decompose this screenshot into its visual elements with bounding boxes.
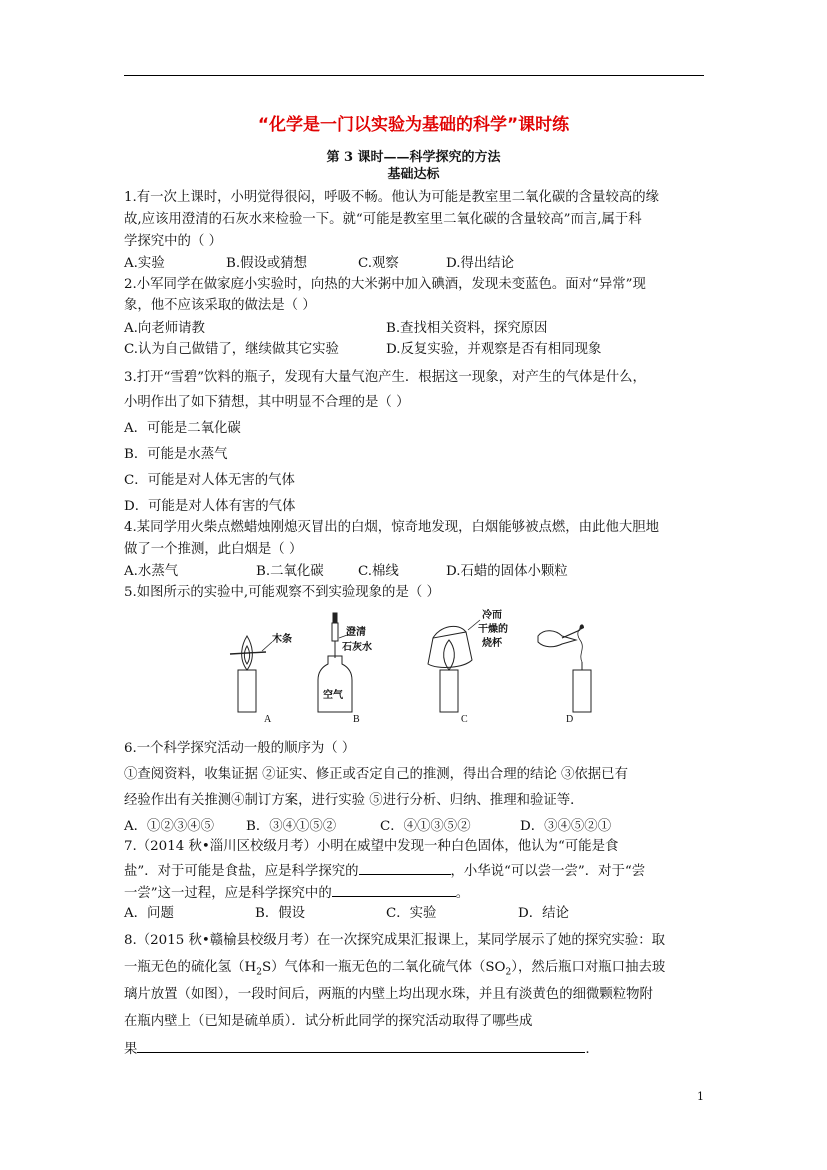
q1-option-c: C.观察 bbox=[358, 256, 399, 271]
q4-option-b: B.二氧化碳 bbox=[256, 564, 324, 579]
q3-option-b: B．可能是水蒸气 bbox=[124, 447, 228, 462]
q2-line-2: 象，他不应该采取的做法是（ ） bbox=[124, 298, 316, 313]
q6-line-3: 经验作出有关推测④制订方案，进行实验 ⑤进行分析、归纳、推理和验证等． bbox=[124, 793, 584, 808]
q3-line-1: 3.打开“雪碧”饮料的瓶子，发现有大量气泡产生．根据这一现象，对产生的气体是什么， bbox=[124, 370, 646, 385]
figure-c-beaker-candle bbox=[428, 608, 508, 725]
lesson-subtitle: 第 3 课时——科学探究的方法 bbox=[326, 150, 501, 165]
q3-line-2: 小明作出了如下猜想，其中明显不合理的是（ ） bbox=[124, 395, 410, 410]
q1-line-3: 学探究中的（ ） bbox=[124, 234, 222, 249]
q7-blank-1[interactable] bbox=[359, 860, 451, 875]
q8-line-3: 璃片放置（如图），一段时间后，两瓶的内壁上均出现水珠，并且有淡黄色的细微颗粒物附 bbox=[124, 987, 653, 1002]
label-cup-2: 干燥的 bbox=[478, 624, 508, 635]
q2-line-1: 2.小军同学在做家庭小实验时，向热的大米粥中加入碘酒，发现未变蓝色。面对“异常”现 bbox=[124, 277, 646, 292]
q8-line-1: 8.（2015 秋•赣榆县校级月考）在一次探究成果汇报课上，某同学展示了她的探究实验：取 bbox=[124, 933, 666, 948]
q8-line-2-part-3: ），然后瓶口对瓶口抽去玻 bbox=[511, 960, 666, 975]
label-d: D bbox=[566, 714, 574, 725]
q1-line-2: 故,应该用澄清的石灰水来检验一下。就“可能是教室里二氧化碳的含量较高”而言,属于科 bbox=[124, 212, 642, 227]
q7-line-3-start: 一尝”这一过程，应是科学探究中的 bbox=[124, 886, 332, 901]
q6-line-1: 6.一个科学探究活动一般的顺序为（ ） bbox=[124, 741, 356, 756]
q8-answer-blank[interactable] bbox=[137, 1038, 585, 1053]
label-a: A bbox=[264, 714, 272, 725]
q6-option-c: C．④①③⑤② bbox=[380, 819, 471, 834]
label-b: B bbox=[353, 714, 360, 725]
label-lime-1: 澄清 bbox=[346, 627, 366, 638]
q4-option-a: A.水蒸气 bbox=[124, 564, 179, 579]
q4-line-1: 4.某同学用火柴点燃蜡烛刚熄灭冒出的白烟，惊奇地发现，白烟能够被点燃，由此他大胆地 bbox=[124, 520, 660, 535]
q7-blank-2[interactable] bbox=[332, 882, 456, 897]
q8-line-2-part-1: 一瓶无色的硫化氢（H bbox=[124, 960, 257, 975]
q1-option-a: A.实验 bbox=[124, 256, 165, 271]
q6-option-b: B．③④①⑤② bbox=[246, 819, 337, 834]
experiment-figure bbox=[228, 608, 628, 726]
label-lime-2: 石灰水 bbox=[342, 642, 372, 653]
label-cup-1: 冷而 bbox=[482, 610, 502, 621]
q7-option-b: B．假设 bbox=[255, 906, 306, 921]
q2-option-a: A.向老师请教 bbox=[124, 321, 205, 336]
q8-so2-subscript: 2 bbox=[505, 967, 512, 978]
q8-line-4: 在瓶内壁上（已知是硫单质）．试分析此同学的探究活动取得了哪些成 bbox=[124, 1014, 533, 1029]
section-heading: 基础达标 bbox=[387, 167, 440, 182]
q6-option-d: D．③④⑤②① bbox=[520, 819, 612, 834]
q7-line-2-end: ，小华说“可以尝一尝”．对于“尝 bbox=[450, 864, 646, 879]
q6-line-2: ①查阅资料，收集证据 ②证实、修正或否定自己的推测，得出合理的结论 ③依据已有 bbox=[124, 767, 628, 782]
q2-option-c: C.认为自己做错了，继续做其它实验 bbox=[124, 342, 339, 357]
q1-option-d: D.得出结论 bbox=[446, 256, 515, 271]
figure-b-bottle-dropper bbox=[318, 613, 372, 725]
q3-option-a: A．可能是二氧化碳 bbox=[124, 421, 241, 436]
q1-line-1: 1.有一次上课时，小明觉得很闷，呼吸不畅。他认为可能是教室里二氧化碳的含量较高的缘 bbox=[124, 190, 660, 205]
q8-h2s-subscript: 2 bbox=[256, 967, 262, 978]
q4-line-2: 做了一个推测，此白烟是（ ） bbox=[124, 542, 303, 557]
q7-option-d: D．结论 bbox=[518, 906, 569, 921]
label-wood: 木条 bbox=[272, 634, 292, 645]
q7-option-a: A．问题 bbox=[124, 906, 174, 921]
figure-a-candle-wood bbox=[230, 632, 292, 725]
q7-line-2 bbox=[124, 860, 645, 881]
figure-d-hand-smoke bbox=[538, 624, 591, 725]
label-air: 空气 bbox=[323, 690, 343, 701]
q4-option-c: C.棉线 bbox=[358, 564, 399, 579]
q2-option-d: D.反复实验，并观察是否有相同现象 bbox=[386, 342, 602, 357]
q8-line-5 bbox=[124, 1038, 590, 1059]
document-title: “化学是一门以实验为基础的科学”课时练 bbox=[257, 115, 570, 135]
q1-option-b: B.假设或猜想 bbox=[226, 256, 308, 271]
q6-option-a: A．①②③④⑤ bbox=[124, 819, 215, 834]
q8-line-5-end: . bbox=[585, 1042, 590, 1057]
q7-line-3-end: 。 bbox=[455, 886, 470, 901]
q8-line-2 bbox=[124, 959, 665, 982]
label-c: C bbox=[461, 714, 468, 725]
header-rule bbox=[124, 75, 704, 76]
q3-option-c: C．可能是对人体无害的气体 bbox=[124, 473, 295, 488]
q8-line-2-part-2: S）气体和一瓶无色的二氧化硫气体（SO bbox=[261, 960, 506, 975]
q7-option-c: C．实验 bbox=[386, 906, 437, 921]
label-cup-3: 烧杯 bbox=[482, 638, 502, 649]
q4-option-d: D.石蜡的固体小颗粒 bbox=[446, 564, 568, 579]
q3-option-d: D．可能是对人体有害的气体 bbox=[124, 499, 296, 514]
page-number: 1 bbox=[697, 1090, 704, 1103]
q7-line-3 bbox=[124, 882, 469, 903]
q5-line-1: 5.如图所示的实验中,可能观察不到实验现象的是（ ） bbox=[124, 585, 440, 600]
q2-option-b: B.查找相关资料，探究原因 bbox=[386, 321, 548, 336]
q7-line-2-start: 盐”．对于可能是食盐，应是科学探究的 bbox=[124, 864, 359, 879]
q8-line-5-start: 果 bbox=[124, 1042, 138, 1057]
q7-line-1: 7.（2014 秋•淄川区校级月考）小明在威望中发现一种白色固体，他认为“可能是食 bbox=[124, 839, 619, 854]
